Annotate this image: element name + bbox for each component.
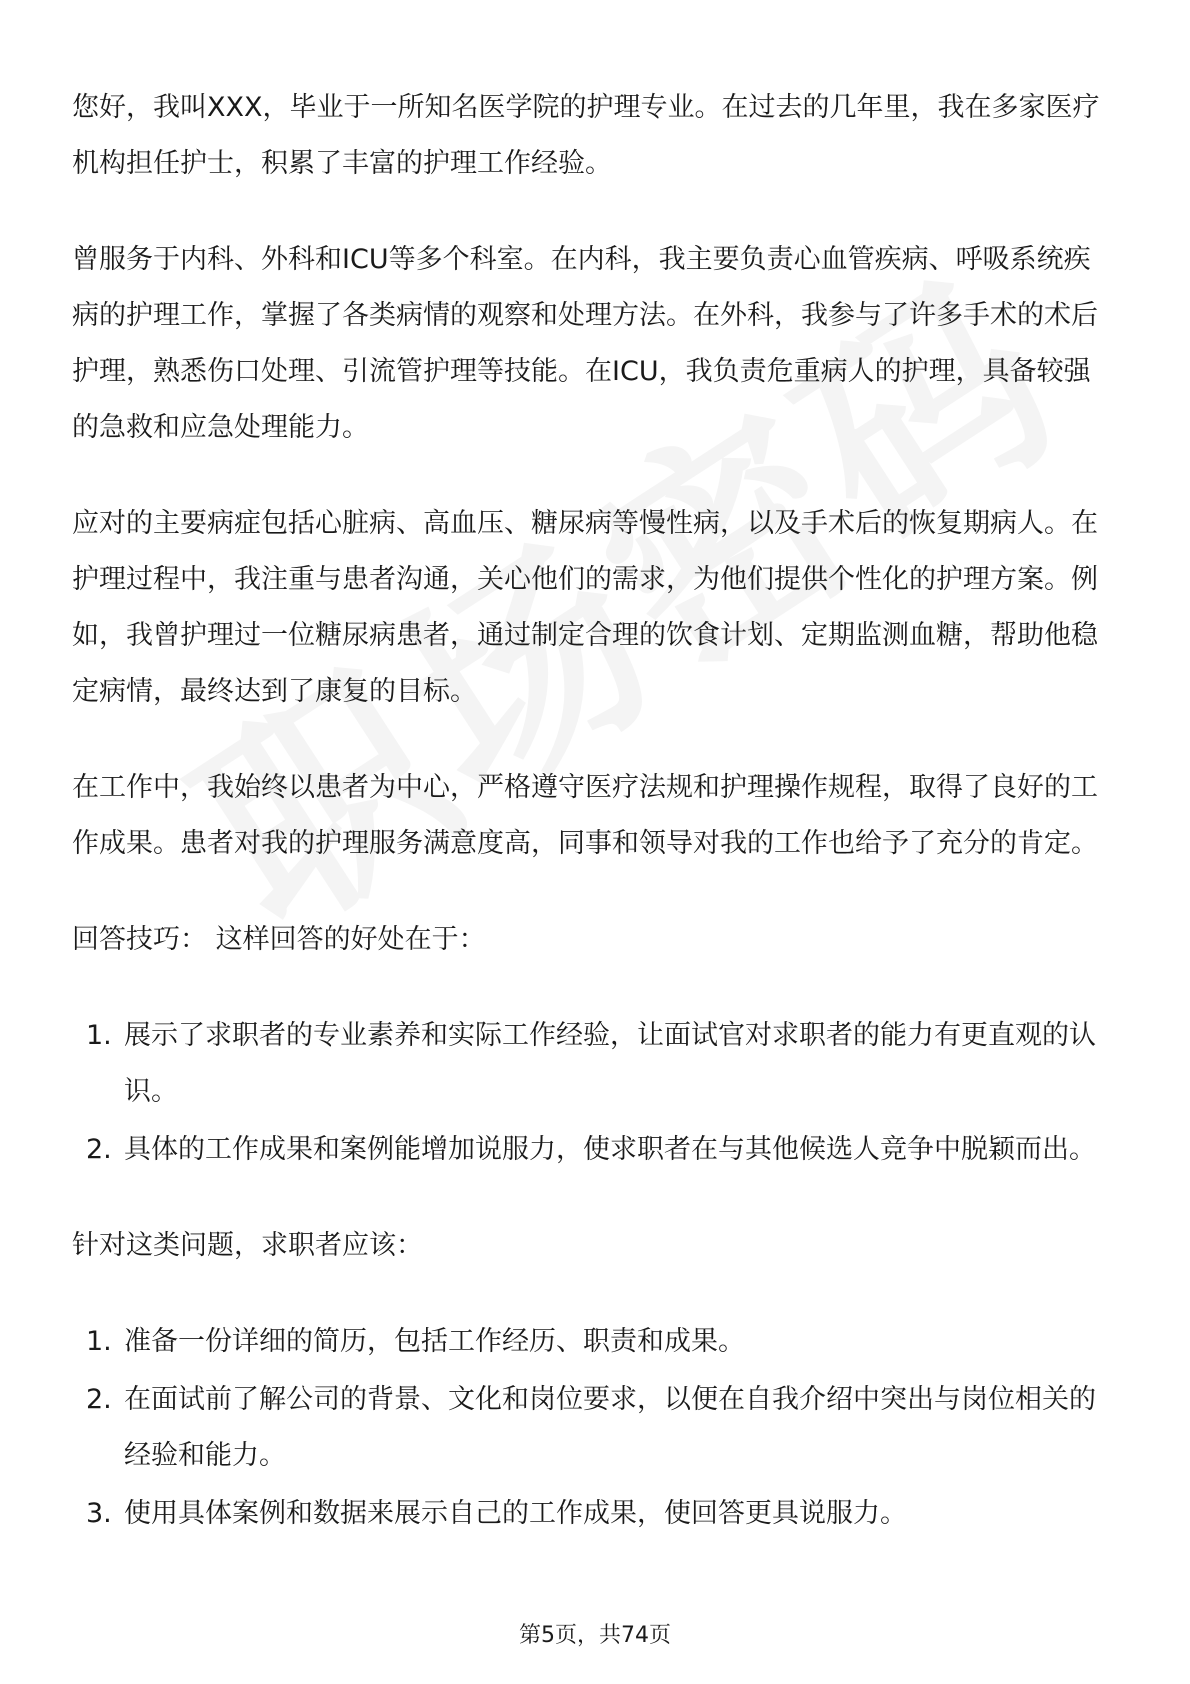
advice-list (72, 1314, 1117, 1542)
list-text: 在面试前了解公司的背景、文化和岗位要求，以便在自我介绍中突出与岗位相关的经验和能力。 (124, 1384, 1096, 1471)
list-number: 2. (86, 1384, 112, 1415)
list-item (72, 1314, 1117, 1370)
page-number: 第5页，共74页 (519, 1623, 671, 1648)
list-item (72, 1372, 1117, 1484)
list-number: 2. (86, 1134, 112, 1165)
paragraph-departments: 曾服务于内科、外科和ICU等多个科室。在内科，我主要负责心血管疾病、呼吸系统疾病的护理工作，掌握了各类病情的观察和处理方法。在外科，我参与了许多手术的术后护理，熟悉伤口处理、引流管护理等技能。在ICU，我负责危重病人的护理，具备较强的急救和应急处理能力。 (72, 244, 1098, 443)
list-item (72, 1122, 1117, 1178)
list-text: 准备一份详细的简历，包括工作经历、职责和成果。 (124, 1326, 745, 1357)
paragraph-introduction: 您好，我叫XXX，毕业于一所知名医学院的护理专业。在过去的几年里，我在多家医疗机构担任护士，积累了丰富的护理工作经验。 (72, 92, 1100, 179)
document-body (72, 80, 1117, 1582)
list-text: 展示了求职者的专业素养和实际工作经验，让面试官对求职者的能力有更直观的认识。 (124, 1020, 1096, 1107)
paragraph-conditions: 应对的主要病症包括心脏病、高血压、糖尿病等慢性病，以及手术后的恢复期病人。在护理过程中，我注重与患者沟通，关心他们的需求，为他们提供个性化的护理方案。例如，我曾护理过一位糖尿病患者，通过制定合理的饮食计划、定期监测血糖，帮助他稳定病情，最终达到了康复的目标。 (72, 508, 1098, 707)
list-number: 3. (86, 1498, 112, 1529)
list-number: 1. (86, 1326, 112, 1357)
list-item (72, 1008, 1117, 1120)
list-text: 具体的工作成果和案例能增加说服力，使求职者在与其他候选人竞争中脱颖而出。 (124, 1134, 1096, 1165)
advice-heading: 针对这类问题，求职者应该： (72, 1230, 423, 1261)
list-number: 1. (86, 1020, 112, 1051)
list-item (72, 1486, 1117, 1542)
list-text: 使用具体案例和数据来展示自己的工作成果，使回答更具说服力。 (124, 1498, 907, 1529)
paragraph-achievements: 在工作中，我始终以患者为中心，严格遵守医疗法规和护理操作规程，取得了良好的工作成果。患者对我的护理服务满意度高，同事和领导对我的工作也给予了充分的肯定。 (72, 772, 1098, 859)
tips-list (72, 1008, 1117, 1178)
tips-heading: 回答技巧： 这样回答的好处在于： (72, 924, 486, 955)
page-footer (0, 1618, 1190, 1649)
